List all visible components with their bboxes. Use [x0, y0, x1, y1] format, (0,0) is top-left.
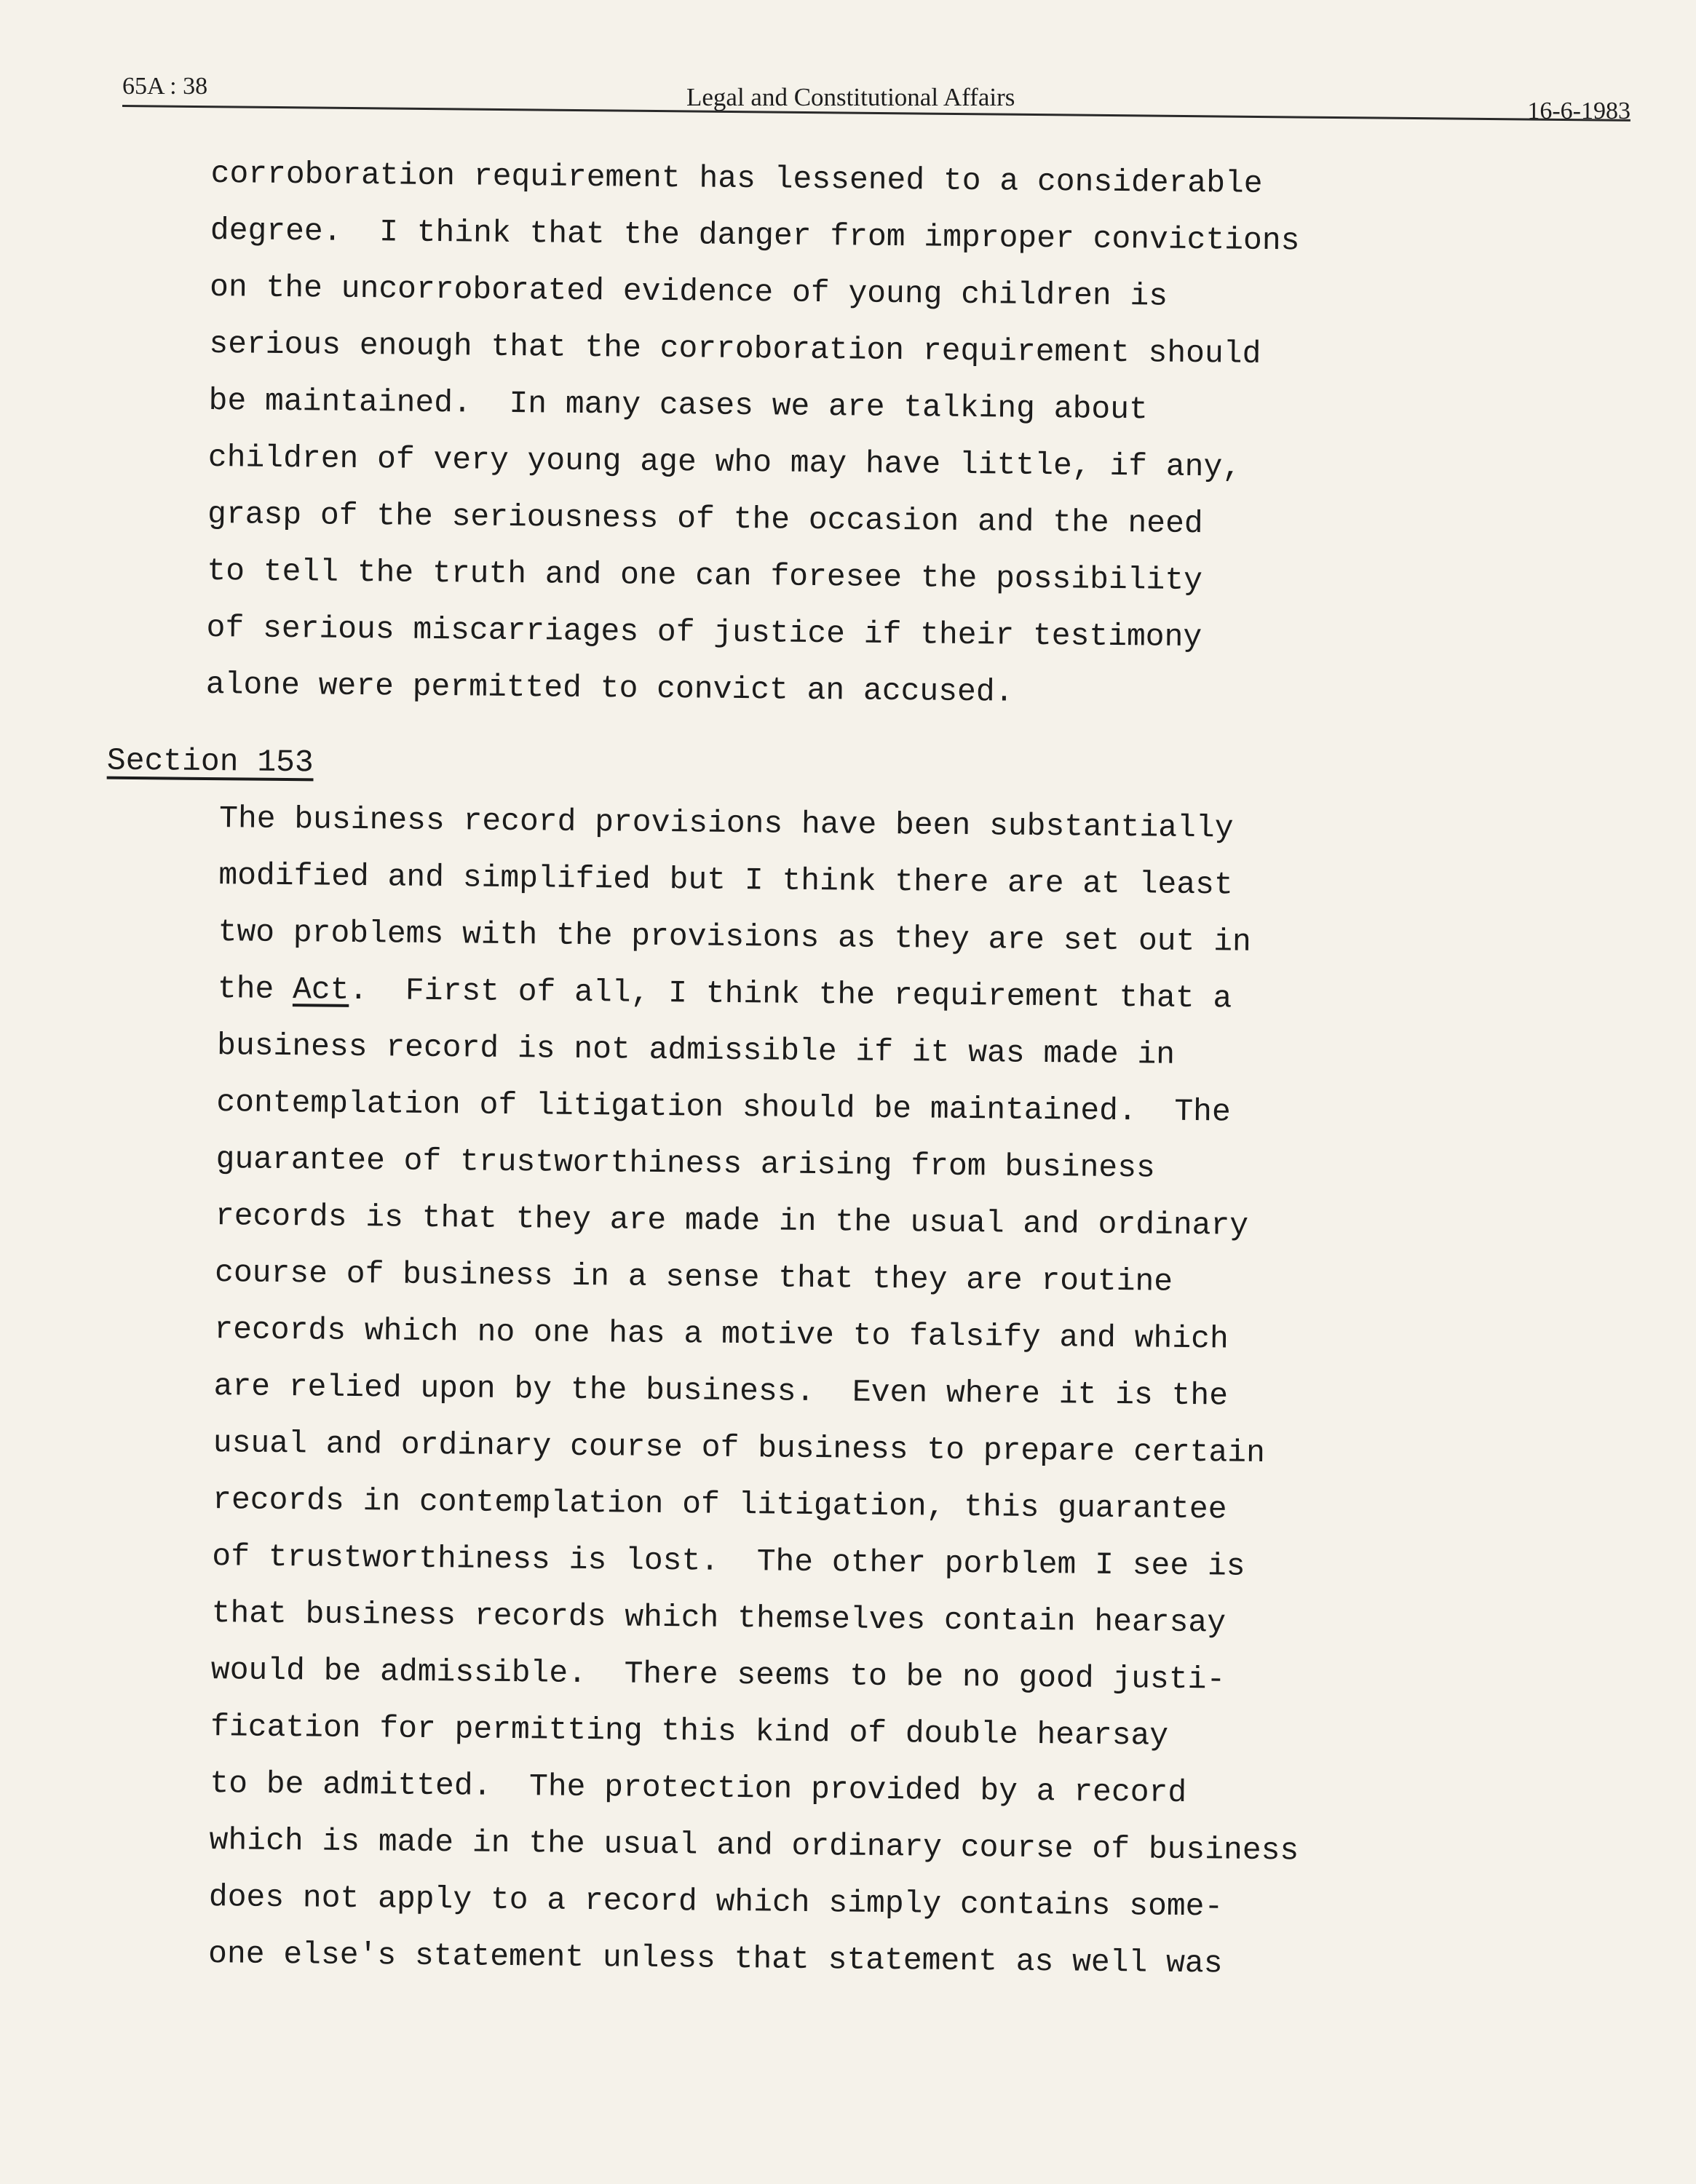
text-line: would be admissible. There seems to be no good justi-	[210, 1652, 1226, 1698]
text-line: of trustworthiness is lost. The other porblem I see is	[212, 1538, 1245, 1584]
text-line: records in contemplation of litigation, this guarantee	[212, 1482, 1227, 1528]
text-line: degree. I think that the danger from improper convictions	[210, 212, 1300, 259]
text-line: corroboration requirement has lessened to a considerable	[210, 155, 1263, 202]
text-line: to be admitted. The protection provided by a record	[210, 1766, 1187, 1811]
text-line: grasp of the seriousness of the occasion and the need	[207, 496, 1203, 542]
text-line: records is that they are made in the usual and ordinary	[215, 1198, 1249, 1244]
text-line: fication for permitting this kind of double hearsay	[210, 1709, 1169, 1754]
text-line: one else's statement unless that statement as well was	[207, 1936, 1223, 1982]
text-line: two problems with the provisions as they are set out in	[218, 914, 1252, 960]
text-line: are relied upon by the business. Even where it is the	[213, 1368, 1229, 1414]
text-line: that business records which themselves contain hearsay	[211, 1595, 1227, 1641]
text-line: usual and ordinary course of business to prepare certain	[213, 1425, 1266, 1471]
text-line: to tell the truth and one can foresee the possibility	[207, 552, 1203, 599]
text-line: on the uncorroborated evidence of young children is	[209, 269, 1168, 314]
document-body	[106, 146, 1594, 1996]
section-heading: Section 153	[106, 742, 314, 781]
text-line: serious enough that the corroboration requirement should	[209, 325, 1261, 372]
text-line: of serious miscarriages of justice if their testimony	[206, 609, 1202, 656]
text-line: contemplation of litigation should be maintained. The	[216, 1084, 1231, 1130]
text-line: guarantee of trustworthiness arising from business	[215, 1141, 1156, 1186]
text-line: course of business in a sense that they are routine	[214, 1255, 1173, 1300]
text-line: records which no one has a motive to falsify and which	[214, 1311, 1229, 1357]
text-line: which is made in the usual and ordinary course of business	[209, 1822, 1299, 1869]
text-line: does not apply to a record which simply contains some-	[208, 1879, 1224, 1925]
text-line: modified and simplified but I think there are at least	[218, 857, 1233, 903]
running-title: Legal and Constitutional Affairs	[686, 83, 1015, 111]
text-fragment: the	[217, 971, 293, 1008]
text-line: The business record provisions have been substantially	[218, 801, 1234, 846]
text-fragment: . First of all, I think the requirement that a	[349, 972, 1232, 1017]
paragraph-business-records	[194, 790, 1588, 1996]
act-reference: Act	[292, 972, 349, 1008]
text-line: business record is not admissible if it was made in	[216, 1028, 1176, 1073]
text-line: be maintained. In many cases we are talking about	[208, 382, 1149, 428]
paragraph-corroboration	[206, 146, 1594, 726]
header-date: 16-6-1983	[1527, 98, 1630, 124]
text-line: children of very young age who may have little, if any,	[207, 439, 1242, 485]
text-line: alone were permitted to convict an accused.	[205, 666, 1014, 710]
page-reference: 65A : 38	[122, 73, 208, 100]
